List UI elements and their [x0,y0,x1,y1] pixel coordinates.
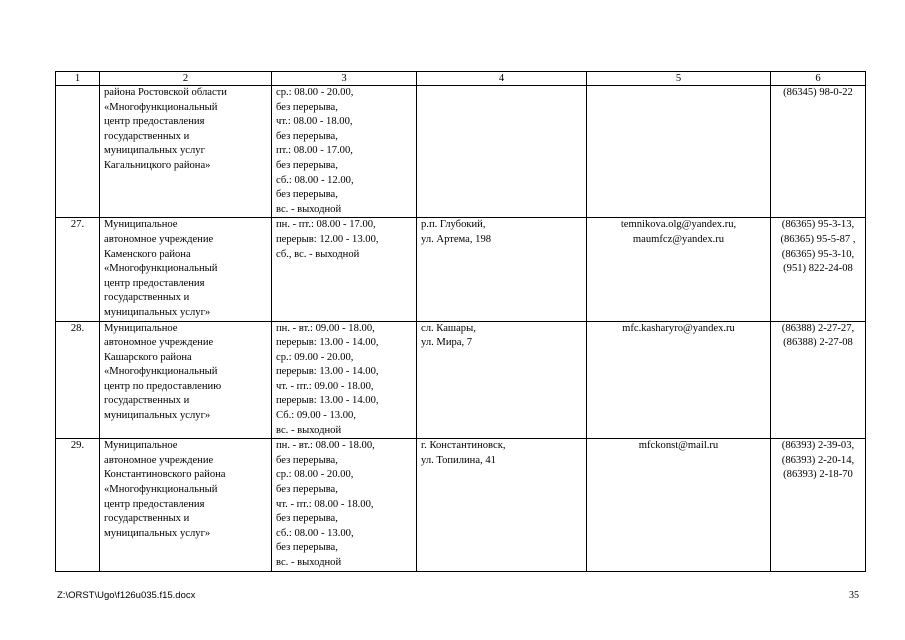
schedule-line: ср.: 08.00 - 20.00, [276,87,354,98]
organization-name-line: муниципальных услуг [104,145,205,157]
organization-name-cell [100,86,272,218]
email-line[interactable]: maumfcz@yandex.ru [632,233,725,245]
organization-name-line: Константиновского района [104,469,226,481]
schedule-line: чт.: 08.00 - 18.00, [276,116,353,128]
row-number-cell: 28. [56,321,100,439]
organization-name-line: «Многофункциональный [104,101,218,113]
table-row [56,321,866,439]
schedule-line: без перерыва, [276,159,338,171]
phone-line: (951) 822-24-08 [783,263,853,275]
organization-name-line: Кашарского района [104,351,192,363]
address-cell [417,321,587,439]
schedule-line: Сб.: 09.00 - 13.00, [276,410,356,422]
table-row [56,218,866,321]
organization-name-line: центр предоставления [104,277,205,289]
phone-cell [771,321,866,439]
organization-name-cell [100,218,272,321]
row-number-cell: 27. [56,218,100,321]
organization-name-line: Муниципальное [104,322,178,334]
organization-name-line: Муниципальное [104,440,178,452]
organization-name-cell [100,321,272,439]
schedule-cell [272,439,417,571]
schedule-line: пн. - пт.: 08.00 - 17.00, [276,219,376,231]
schedule-line: сб.: 08.00 - 12.00, [276,174,354,186]
schedule-line: пн. - вт.: 08.00 - 18.00, [276,440,375,452]
organization-name-line: Кагальницкого района» [104,159,211,171]
row-number-cell [56,86,100,218]
phone-line: (86393) 2-20-14, [781,454,855,466]
email-line[interactable]: mfckonst@mail.ru [638,440,719,452]
phone-cell [771,86,866,218]
phone-cell [771,439,866,571]
schedule-line: без перерыва, [276,513,338,525]
organization-name-line: автономное учреждение [104,233,214,245]
organization-name-line: «Многофункциональный [104,484,218,496]
address-cell [417,439,587,571]
organization-name-line: автономное учреждение [104,337,214,349]
table-header-row [56,72,866,86]
header-cell: 3 [272,72,417,86]
organization-name-line: центр предоставления [104,116,205,128]
header-cell: 4 [417,72,587,86]
schedule-line: ср.: 08.00 - 20.00, [276,469,354,481]
email-cell [587,218,771,321]
organization-name-cell [100,439,272,571]
organization-name-line: Муниципальное [104,219,178,231]
schedule-line: вс. - выходной [276,557,342,568]
schedule-line: сб.: 08.00 - 13.00, [276,527,354,539]
phone-cell [771,218,866,321]
phone-line: (86345) 98-0-22 [783,87,853,98]
schedule-line: без перерыва, [276,484,338,496]
header-cell: 2 [100,72,272,86]
schedule-cell [272,321,417,439]
header-cell: 1 [56,72,100,86]
schedule-line: вс. - выходной [276,424,342,436]
footer-file-path: Z:\ORST\Ugo\f126u035.f15.docx [57,590,196,601]
schedule-line: чт. - пт.: 08.00 - 18.00, [276,498,374,510]
email-cell [587,439,771,571]
schedule-line: без перерыва, [276,130,338,142]
address-line: ул. Топилина, 41 [421,454,496,466]
organization-name-line: муниципальных услуг» [104,410,211,422]
schedule-line: чт. - пт.: 09.00 - 18.00, [276,380,374,392]
organization-name-line: муниципальных услуг» [104,306,211,318]
address-line: р.п. Глубокий, [421,219,486,231]
phone-line: (86388) 2-27-27, [781,322,855,334]
organization-name-line: «Многофункциональный [104,263,218,275]
schedule-line: сб., вс. - выходной [276,248,360,260]
email-line[interactable]: temnikova.olg@yandex.ru, [620,219,737,231]
schedule-line: перерыв: 12.00 - 13.00, [276,233,379,245]
address-cell [417,86,587,218]
address-line: ул. Артема, 198 [421,233,492,245]
organization-name-line: муниципальных услуг» [104,527,211,539]
schedule-line: без перерыва, [276,189,338,201]
mfc-table [55,71,866,572]
schedule-cell [272,218,417,321]
address-line: г. Константиновск, [421,440,506,452]
schedule-line: пн. - вт.: 09.00 - 18.00, [276,322,375,334]
schedule-cell [272,86,417,218]
phone-line: (86393) 2-18-70 [783,469,853,481]
schedule-line: пт.: 08.00 - 17.00, [276,145,353,157]
schedule-line: перерыв: 13.00 - 14.00, [276,366,379,378]
email-cell [587,86,771,218]
organization-name-line: «Многофункциональный [104,366,218,378]
address-line: ул. Мира, 7 [421,337,473,349]
organization-name-line: государственных и [104,130,190,142]
schedule-line: ср.: 09.00 - 20.00, [276,351,354,363]
schedule-line: перерыв: 13.00 - 14.00, [276,395,379,407]
email-cell [587,321,771,439]
organization-name-line: центр предоставления [104,498,205,510]
organization-name-line: центр по предоставлению [104,380,222,392]
phone-line: (86365) 95-3-10, [781,248,855,260]
row-number-cell: 29. [56,439,100,571]
phone-line: (86365) 95-5-87 , [780,233,856,245]
schedule-line: без перерыва, [276,101,338,113]
organization-name-line: государственных и [104,395,190,407]
phone-line: (86365) 95-3-13, [781,219,855,231]
schedule-line: вс. - выходной [276,203,342,215]
table-row [56,439,866,571]
table-row [56,86,866,218]
schedule-line: без перерыва, [276,542,338,554]
page-number: 35 [849,590,859,601]
header-cell: 6 [771,72,866,86]
header-cell: 5 [587,72,771,86]
address-line: сл. Кашары, [421,322,476,334]
phone-line: (86393) 2-39-03, [781,440,855,452]
schedule-line: без перерыва, [276,454,338,466]
organization-name-line: государственных и [104,292,190,304]
address-cell [417,218,587,321]
organization-name-line: Каменского района [104,248,191,260]
phone-line: (86388) 2-27-08 [783,337,853,349]
schedule-line: перерыв: 13.00 - 14.00, [276,337,379,349]
email-line[interactable]: mfc.kasharyro@yandex.ru [622,322,735,334]
organization-name-line: автономное учреждение [104,454,214,466]
organization-name-line: района Ростовской области [104,87,227,98]
organization-name-line: государственных и [104,513,190,525]
